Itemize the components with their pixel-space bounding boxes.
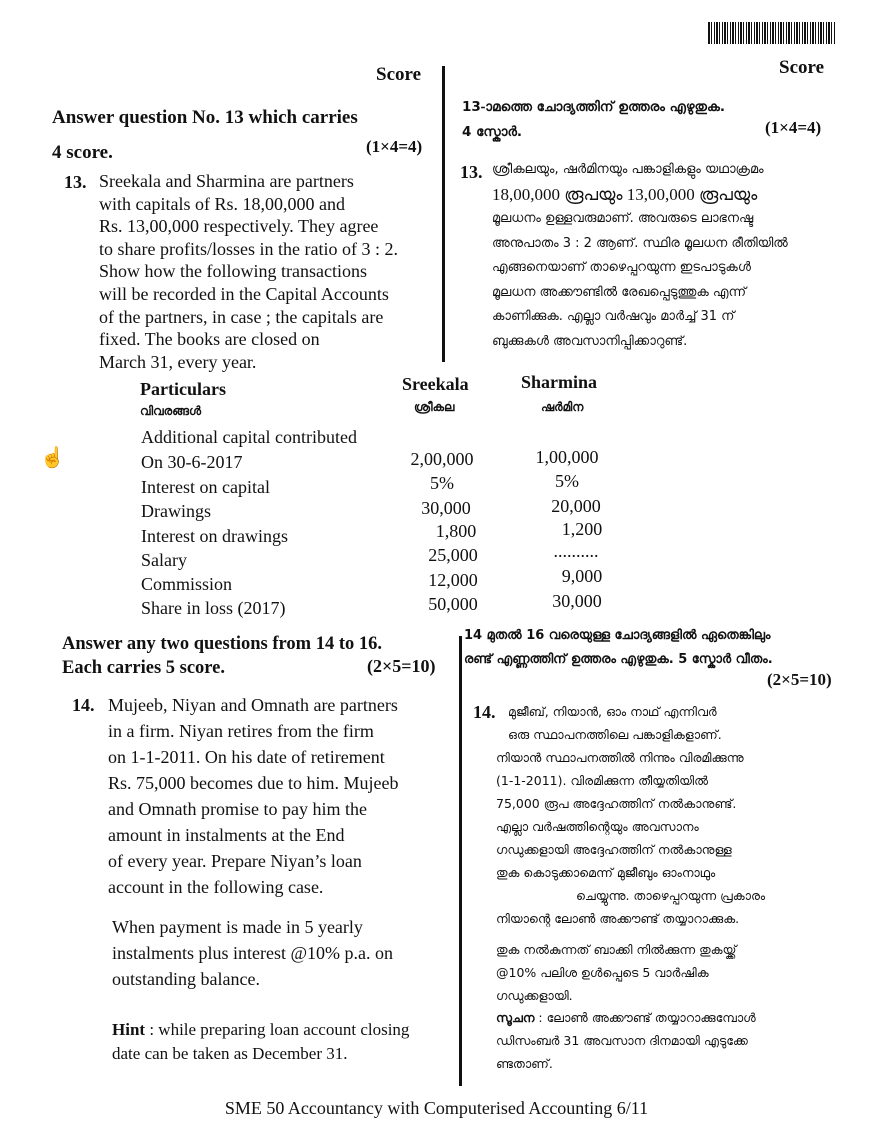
table-row-sharmina: 30,000 xyxy=(552,591,602,611)
q14-en-line: in a firm. Niyan retires from the firm xyxy=(108,721,374,741)
q14-ml-line: മുജീബ്, നിയാൻ, ഓം നാഥ് എന്നിവർ xyxy=(508,704,717,719)
q14-ml-para2-line: ഗഡുക്കളായി. xyxy=(496,988,573,1003)
q14-ml-line: എല്ലാ വർഷത്തിന്റെയും അവസാനം xyxy=(496,819,699,834)
q14-en-line: Rs. 75,000 becomes due to him. Mujeeb xyxy=(108,773,399,793)
table-row-sreekala: 5% xyxy=(430,473,454,493)
table-header-particulars: Particulars xyxy=(140,379,226,399)
q14-en-line: amount in instalments at the End xyxy=(108,825,345,845)
q14-ml-hint-line2: ഡിസംബർ 31 അവസാന ദിനമായി എടുക്കേ xyxy=(496,1033,748,1048)
section14-heading-line2: Each carries 5 score. xyxy=(62,658,226,678)
q13-en-line: Sreekala and Sharmina are partners xyxy=(99,171,354,191)
q13-ml-line: ബുക്കുകൾ അവസാനിപ്പിക്കാറുണ്ട്. xyxy=(492,333,688,349)
column-divider-top xyxy=(442,66,445,362)
q14-en-line: on 1-1-2011. On his date of retirement xyxy=(108,747,385,767)
q14-en-line: of every year. Prepare Niyan’s loan xyxy=(108,851,362,871)
q13-en-line: with capitals of Rs. 18,00,000 and xyxy=(99,193,345,214)
q14-en-line: and Omnath promise to pay him the xyxy=(108,799,367,819)
table-row-label: On 30-6-2017 xyxy=(141,452,243,472)
table-row-sharmina: 9,000 xyxy=(561,566,603,586)
score-label-right: Score xyxy=(779,57,825,78)
table-row-sreekala: 50,000 xyxy=(428,594,478,614)
q14-ml-hint-line3: ണ്ടതാണ്. xyxy=(496,1056,553,1071)
q14-number: 14. xyxy=(72,695,95,715)
table-row-sharmina: 5% xyxy=(555,471,579,491)
table-row-sharmina: 20,000 xyxy=(551,496,601,516)
q13-en-line: fixed. The books are closed on xyxy=(99,329,320,350)
q14-ml-line: നിയാൻ സ്ഥാപനത്തിൽ നിന്നും വിരമിക്കുന്നു xyxy=(496,750,744,765)
q13-ml-line: മൂലധനം ഉള്ളവരുമാണ്. അവരുടെ ലാഭനഷ്ട xyxy=(492,211,754,226)
q13-ml-line: അനുപാതം 3 : 2 ആണ്. സ്ഥിര മൂലധന രീതിയിൽ xyxy=(492,235,788,251)
table-header-sreekala-ml: ശ്രീകല xyxy=(414,400,455,414)
table-header-sharmina: Sharmina xyxy=(521,372,598,392)
hand-cursor-icon: ☝ xyxy=(40,447,65,469)
q14-hint-line1: : while preparing loan account closing xyxy=(145,1020,410,1039)
table-row-label: Interest on drawings xyxy=(141,526,288,546)
q13-en-line: Rs. 13,00,000 respectively. They agree xyxy=(99,216,379,237)
q14-ml-line: തുക കൊടുക്കാമെന്ന് മുജീബും ഓംനാഥും xyxy=(496,865,716,880)
table-row-sharmina: 1,200 xyxy=(561,519,603,539)
q14-text-en xyxy=(108,692,398,900)
q14-ml-line: ഗഡുക്കളായി അദ്ദേഹത്തിന് നൽകാനുള്ള xyxy=(496,842,732,857)
table-header-sreekala: Sreekala xyxy=(402,374,469,394)
q14-text-ml xyxy=(496,700,838,930)
q14-ml-line: ചെയ്യുന്നു. താഴെപ്പറയുന്ന പ്രകാരം xyxy=(576,888,766,903)
q13-ml-line: എങ്ങനെയാണ് താഴെപ്പറയുന്ന ഇടപാടുകൾ xyxy=(492,260,751,275)
section13-heading-line2: 4 score. xyxy=(52,142,113,163)
q14-ml-line: 75,000 രൂപ അദ്ദേഹത്തിന് നൽകാനുണ്ട്. xyxy=(496,796,737,811)
section13-heading-ml-line1: 13-ാമത്തെ ചോദ്യത്തിന് ഉത്തരം എഴുതുക. xyxy=(462,99,725,115)
q14-ml-line: നിയാന്റെ ലോൺ അക്കൗണ്ട് തയ്യാറാക്കുക. xyxy=(496,911,740,926)
table-row-sreekala: 1,800 xyxy=(435,521,477,541)
q14-en-line: account in the following case. xyxy=(108,877,324,897)
q14-ml-line: ഒരു സ്ഥാപനത്തിലെ പങ്കാളികളാണ്. xyxy=(508,727,722,742)
table-header-particulars-ml: വിവരങ്ങൾ xyxy=(140,404,202,418)
q13-en-line: to share profits/losses in the ratio of 3 : 2. xyxy=(99,238,398,259)
barcode xyxy=(708,22,836,44)
section13-marks-ml: (1×4=4) xyxy=(765,118,822,137)
q14-ml-para2-line: തുക നൽകുന്നത് ബാക്കി നിൽക്കുന്ന തുകയ്ക്ക് xyxy=(496,942,737,957)
table-row-sreekala: 30,000 xyxy=(421,498,471,518)
q14-en-para2-line: instalments plus interest @10% p.a. on xyxy=(112,943,394,963)
table-header-sharmina-ml: ഷർമിന xyxy=(541,400,584,414)
q14-ml-para2-line: @10% പലിശ ഉൾപ്പെടെ 5 വാർഷിക xyxy=(496,965,709,980)
page-footer: SME 50 Accountancy with Computerised Accounting 6/11 xyxy=(224,1098,649,1118)
q14-ml-hint xyxy=(496,1006,836,1075)
q13-text-ml xyxy=(492,158,837,354)
table-row-sharmina: 1,00,000 xyxy=(535,447,599,467)
table-row-sreekala: 2,00,000 xyxy=(410,449,474,469)
q13-ml-line: 18,00,000 രൂപയും 13,00,000 രൂപയും xyxy=(492,184,758,204)
q13-en-line: will be recorded in the Capital Accounts xyxy=(99,283,389,304)
table-row-label: Share in loss (2017) xyxy=(141,598,286,618)
section13-marks: (1×4=4) xyxy=(366,137,423,156)
q13-en-line: of the partners, in case ; the capitals are xyxy=(99,306,384,327)
q13-ml-line: കാണിക്കുക. എല്ലാ വർഷവും മാർച്ച് 31 ന് xyxy=(492,309,735,324)
q13-text-en xyxy=(99,170,398,373)
table-row-label: Salary xyxy=(141,550,187,570)
column-divider-bottom xyxy=(459,636,462,1086)
q14-hint-line2: date can be taken as December 31. xyxy=(112,1044,348,1063)
q14-ml-hint-line1: : ലോൺ അക്കൗണ്ട് തയ്യാറാക്കുമ്പോൾ xyxy=(534,1010,756,1025)
table-row-label: Interest on capital xyxy=(141,477,270,497)
q13-number: 13. xyxy=(64,172,87,192)
score-label-left: Score xyxy=(376,64,422,85)
section13-heading-line1: Answer question No. 13 which carries xyxy=(52,107,358,128)
section14-heading-ml-line1: 14 മുതൽ 16 വരെയുള്ള ചോദ്യങ്ങളിൽ ഏതെങ്കിലും xyxy=(464,628,771,643)
table-row-label: Drawings xyxy=(141,501,211,521)
q14-en-para2-line: outstanding balance. xyxy=(112,969,260,989)
q14-hint-label: Hint xyxy=(112,1020,146,1039)
q13-en-line: Show how the following transactions xyxy=(99,261,367,282)
q13-en-line: March 31, every year. xyxy=(99,351,257,372)
q13-ml-number: 13. xyxy=(460,162,483,182)
q14-ml-line: (1-1-2011). വിരമിക്കുന്ന തീയ്യതിയിൽ xyxy=(496,773,708,788)
q14-text-ml-para2 xyxy=(496,938,836,1007)
q14-ml-number: 14. xyxy=(473,702,496,722)
q14-hint xyxy=(112,1018,409,1066)
q13-ml-line: മൂലധന അക്കൗണ്ടിൽ രേഖപ്പെടുത്തുക എന്ന് xyxy=(492,284,747,300)
table-row-sreekala: 12,000 xyxy=(428,570,478,590)
q14-ml-hint-label: സൂചന xyxy=(496,1010,535,1025)
section14-marks-ml: (2×5=10) xyxy=(767,670,832,689)
section14-marks: (2×5=10) xyxy=(367,656,436,676)
table-row0-label-line1: Additional capital contributed xyxy=(141,427,357,447)
table-row-sharmina: .......... xyxy=(553,541,599,561)
section13-heading-ml-line2: 4 സ്കോർ. xyxy=(462,124,523,140)
section14-heading-ml-line2: രണ്ട് എണ്ണത്തിന് ഉത്തരം എഴുതുക. 5 സ്കോർ വീതം. xyxy=(464,652,773,667)
q13-ml-line: ശ്രീകലയും, ഷർമിനയും പങ്കാളികളും യഥാക്രമം xyxy=(492,162,764,177)
section14-heading-line1: Answer any two questions from 14 to 16. xyxy=(62,634,382,654)
q14-en-para2-line: When payment is made in 5 yearly xyxy=(112,917,363,937)
table-row-label: Commission xyxy=(141,574,233,594)
table-row-sreekala: 25,000 xyxy=(428,545,478,565)
q14-text-en-para2 xyxy=(112,914,393,992)
q14-en-line: Mujeeb, Niyan and Omnath are partners xyxy=(108,695,398,715)
